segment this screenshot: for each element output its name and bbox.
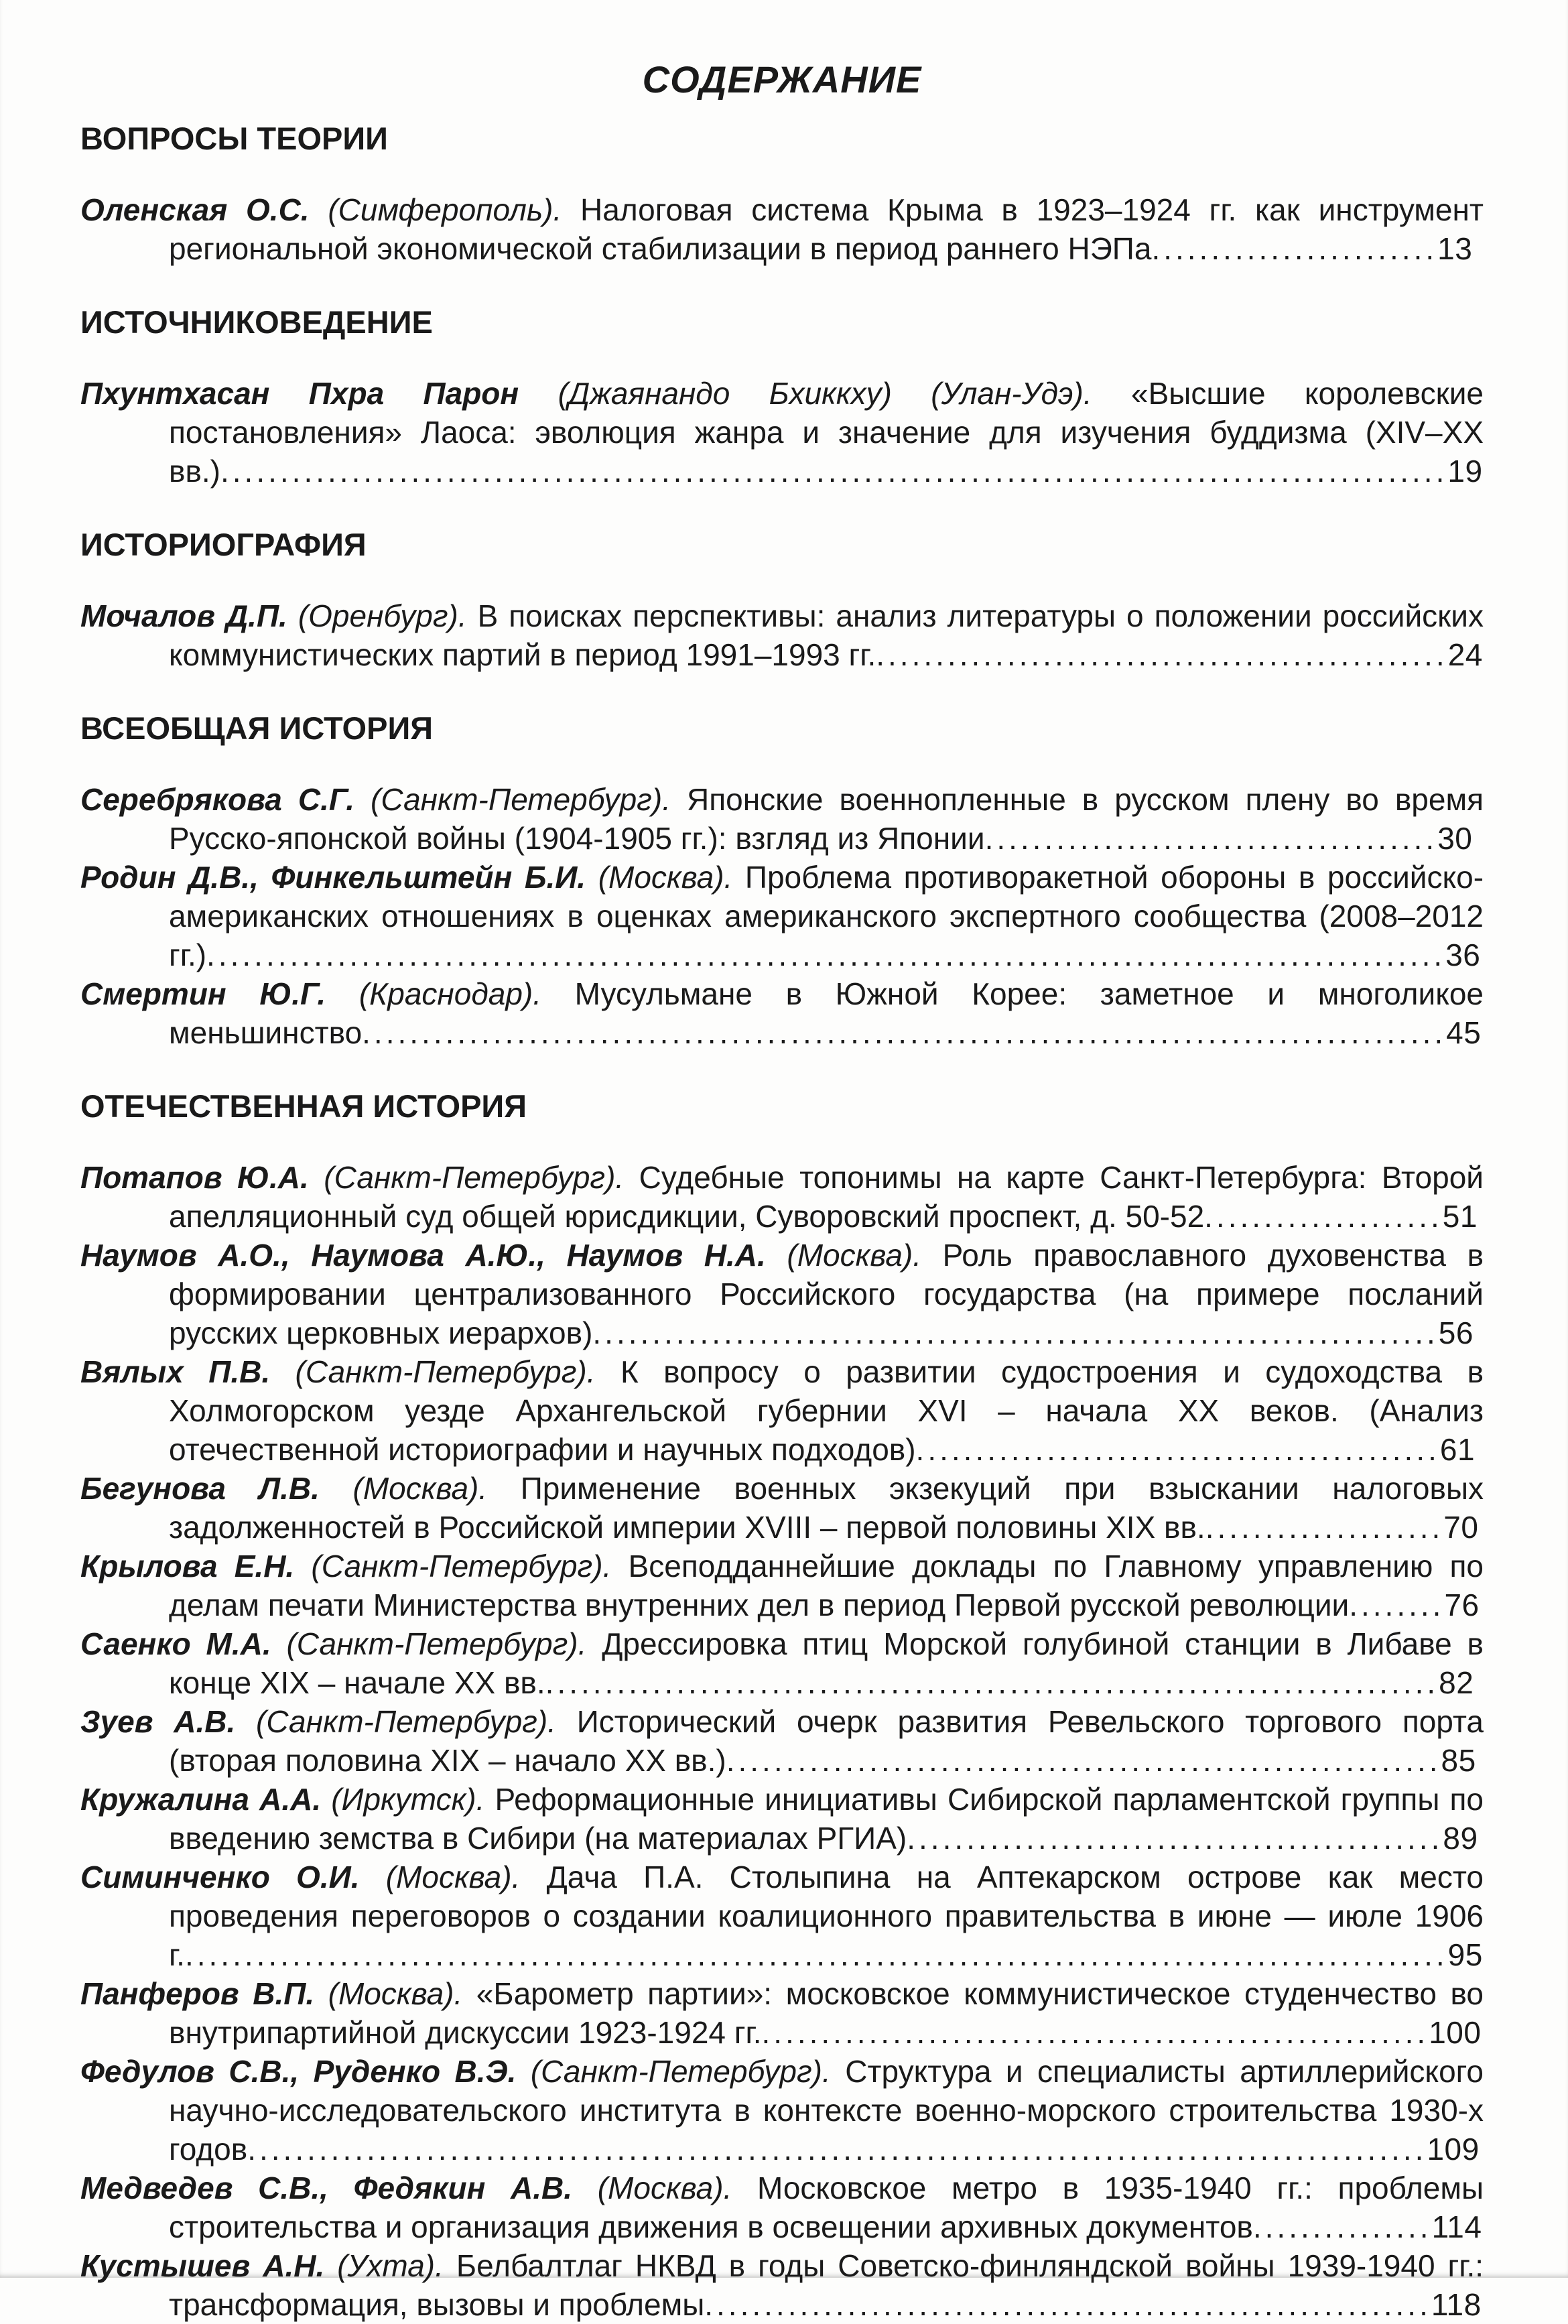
entry-page-number: 109 bbox=[1427, 2132, 1480, 2167]
dot-leader: ........ bbox=[1349, 1588, 1445, 1622]
entry-title: Структура и специалисты артиллерийского научно-исследовательского института в контексте военно-морского строительства 1930-х годов bbox=[169, 2054, 1484, 2167]
entry-affiliation: (Санкт-Петербург). bbox=[256, 1704, 556, 1739]
entry-authors: Кустышев А.Н. bbox=[80, 2248, 325, 2283]
entry-page-number: 89 bbox=[1443, 1821, 1478, 1856]
toc-section bbox=[80, 303, 1484, 491]
entry-page-number: 56 bbox=[1438, 1315, 1474, 1350]
toc-section bbox=[80, 525, 1484, 674]
entry-title: Всеподданнейшие доклады по Главному управлению по делам печати Министерства внутренних дел в период Первой русской революции bbox=[169, 1549, 1484, 1622]
entry-page-number: 30 bbox=[1437, 821, 1473, 856]
entry-affiliation: (Джаянандо Бхиккху) (Улан-Удэ). bbox=[558, 376, 1092, 411]
dot-leader: ........................................................................... bbox=[545, 1665, 1439, 1700]
entry-affiliation: (Москва). bbox=[352, 1471, 488, 1506]
dot-leader: .................... bbox=[1204, 1199, 1443, 1234]
entry-title: Применение военных экзекуций при взыскании налоговых задолженностей в Российской империи XVIII – первой половины XIX вв. bbox=[169, 1471, 1484, 1545]
section-heading: ОТЕЧЕСТВЕННАЯ ИСТОРИЯ bbox=[80, 1088, 527, 1124]
section-entries bbox=[80, 374, 1484, 491]
entry-page-number: 95 bbox=[1447, 1937, 1483, 1972]
toc-entry bbox=[80, 190, 1484, 268]
section-entries bbox=[80, 780, 1484, 1052]
dot-leader: ............... bbox=[1252, 2209, 1432, 2244]
entry-authors: Серебрякова С.Г. bbox=[80, 782, 355, 817]
entry-affiliation: (Москва). bbox=[328, 1976, 463, 2011]
toc-sections bbox=[80, 119, 1484, 2324]
entry-affiliation: (Ухта). bbox=[337, 2248, 444, 2283]
entry-affiliation: (Санкт-Петербург). bbox=[371, 782, 671, 817]
section-heading: ВОПРОСЫ ТЕОРИИ bbox=[80, 121, 388, 156]
entry-authors: Медведев С.В., Федякин А.В. bbox=[80, 2171, 573, 2205]
entry-page-number: 100 bbox=[1429, 2015, 1482, 2050]
toc-entry bbox=[80, 2246, 1484, 2324]
toc-entry bbox=[80, 1974, 1484, 2052]
entry-authors: Вялых П.В. bbox=[80, 1354, 271, 1389]
entry-affiliation: (Оренбург). bbox=[298, 598, 467, 633]
dot-leader: .................... bbox=[1205, 1510, 1444, 1545]
toc-entry bbox=[80, 2052, 1484, 2169]
entry-affiliation: (Санкт-Петербург). bbox=[530, 2054, 831, 2089]
entry-title: «Высшие королевские постановления» Лаоса: эволюция жанра и значение для изучения буддизма (XIV–XX вв.) bbox=[169, 376, 1484, 489]
entry-page-number: 118 bbox=[1431, 2287, 1482, 2322]
section-heading: ВСЕОБЩАЯ ИСТОРИЯ bbox=[80, 710, 434, 746]
toc-section bbox=[80, 709, 1484, 1052]
entry-title: Белбалтлаг НКВД в годы Советско-финляндской войны 1939-1940 гг.: трансформация, вызовы и проблемы bbox=[169, 2248, 1484, 2322]
entry-affiliation: (Москва). bbox=[787, 1238, 922, 1273]
entry-page-number: 76 bbox=[1444, 1588, 1480, 1622]
toc-entry bbox=[80, 1547, 1484, 1624]
dot-leader: ........................................................ bbox=[761, 2015, 1429, 2050]
entry-authors: Федулов С.В., Руденко В.Э. bbox=[80, 2054, 517, 2089]
page-title: СОДЕРЖАНИЕ bbox=[642, 58, 922, 101]
entry-title: Мусульмане в Южной Корее: заметное и многоликое меньшинство bbox=[169, 976, 1484, 1050]
toc-section bbox=[80, 1087, 1484, 2324]
entry-title: Налоговая система Крыма в 1923–1924 гг. как инструмент региональной экономической стабилизации в период раннего НЭПа bbox=[169, 192, 1484, 266]
entry-authors: Мочалов Д.П. bbox=[80, 598, 287, 633]
dot-leader: ........................................................................................... bbox=[362, 1015, 1447, 1050]
entry-title: Проблема противоракетной обороны в российско-американских отношениях в оценках американского экспертного сообщества (2008–2012 гг.) bbox=[169, 860, 1484, 972]
entry-page-number: 19 bbox=[1447, 454, 1483, 489]
entry-page-number: 85 bbox=[1441, 1743, 1476, 1778]
entry-authors: Панферов В.П. bbox=[80, 1976, 315, 2011]
dot-leader: .......................................................................................................... bbox=[184, 1937, 1448, 1972]
entry-authors: Родин Д.В., Финкельштейн Б.И. bbox=[80, 860, 586, 895]
entry-page-number: 82 bbox=[1439, 1665, 1474, 1700]
dot-leader: ....................................................................... bbox=[592, 1315, 1439, 1350]
entry-affiliation: (Иркутск). bbox=[331, 1782, 485, 1817]
toc-entry bbox=[80, 374, 1484, 491]
toc-section bbox=[80, 119, 1484, 268]
dot-leader: ............................................. bbox=[907, 1821, 1443, 1856]
toc-entry bbox=[80, 780, 1484, 858]
entry-title: Реформационные инициативы Сибирской парламентской группы по введению земства в Сибири (на материалах РГИА) bbox=[169, 1782, 1484, 1856]
entry-authors: Саенко М.А. bbox=[80, 1626, 271, 1661]
entry-authors: Оленская О.С. bbox=[80, 192, 310, 227]
entry-affiliation: (Санкт-Петербург). bbox=[295, 1354, 596, 1389]
dot-leader: ................................................................................................... bbox=[247, 2132, 1427, 2167]
toc-entry bbox=[80, 974, 1484, 1052]
entry-title: Роль православного духовенства в формировании централизованного Российского государства (на примере посланий русских церковных иерархов) bbox=[169, 1238, 1484, 1350]
entry-title: Дача П.А. Столыпина на Аптекарском острове как место проведения переговоров о создании коалиционного правительства в июне — июле 1906 г. bbox=[169, 1860, 1484, 1972]
section-entries bbox=[80, 1158, 1484, 2324]
entry-affiliation: (Санкт-Петербург). bbox=[286, 1626, 587, 1661]
entry-page-number: 24 bbox=[1447, 637, 1483, 672]
dot-leader: ...................................... bbox=[984, 821, 1438, 856]
entry-authors: Смертин Ю.Г. bbox=[80, 976, 326, 1011]
toc-entry bbox=[80, 2169, 1484, 2246]
dot-leader: ................................................ bbox=[876, 637, 1448, 672]
entry-title: К вопросу о развитии судостроения и судоходства в Холмогорском уезде Архангельской губернии XVI – начала XX веков. (Анализ отечественной историографии и научных подходов) bbox=[169, 1354, 1484, 1467]
entry-page-number: 114 bbox=[1431, 2209, 1482, 2244]
entry-affiliation: (Симферополь). bbox=[328, 192, 562, 227]
entry-page-number: 36 bbox=[1445, 938, 1481, 972]
dot-leader: ............................................ bbox=[915, 1432, 1440, 1467]
toc-entry bbox=[80, 858, 1484, 974]
section-heading: ИСТОЧНИКОВЕДЕНИЕ bbox=[80, 304, 433, 340]
section-entries bbox=[80, 596, 1484, 674]
toc-entry bbox=[80, 1469, 1484, 1547]
toc-entry bbox=[80, 1158, 1484, 1236]
toc-entry bbox=[80, 1352, 1484, 1469]
entry-title: Исторический очерк развития Ревельского торгового порта (вторая половина XIX – начало XX вв.) bbox=[169, 1704, 1484, 1778]
entry-affiliation: (Санкт-Петербург). bbox=[324, 1160, 625, 1195]
toc-entry bbox=[80, 1236, 1484, 1352]
dot-leader: ............................................................ bbox=[726, 1743, 1441, 1778]
section-entries bbox=[80, 190, 1484, 268]
entry-authors: Симинченко О.И. bbox=[80, 1860, 360, 1894]
entry-authors: Потапов Ю.А. bbox=[80, 1160, 309, 1195]
entry-page-number: 13 bbox=[1437, 231, 1473, 266]
entry-authors: Наумов А.О., Наумова А.Ю., Наумов Н.А. bbox=[80, 1238, 766, 1273]
dot-leader: ............................................................. bbox=[704, 2287, 1431, 2322]
entry-affiliation: (Краснодар). bbox=[358, 976, 542, 1011]
entry-authors: Бегунова Л.В. bbox=[80, 1471, 320, 1506]
toc-entry bbox=[80, 1624, 1484, 1702]
entry-page-number: 61 bbox=[1439, 1432, 1476, 1467]
entry-affiliation: (Санкт-Петербург). bbox=[311, 1549, 612, 1584]
entry-page-number: 45 bbox=[1446, 1015, 1482, 1050]
dot-leader: ....................................................................................................... bbox=[220, 454, 1448, 489]
toc-entry bbox=[80, 596, 1484, 674]
toc-entry bbox=[80, 1780, 1484, 1858]
entry-page-number: 70 bbox=[1443, 1510, 1479, 1545]
entry-title: Японские военнопленные в русском плену во время Русско-японской войны (1904-1905 гг.): взгляд из Японии bbox=[169, 782, 1484, 856]
entry-affiliation: (Москва). bbox=[597, 2171, 732, 2205]
entry-title: «Барометр партии»: московское коммунистическое студенчество во внутрипартийной дискуссии 1923-1924 гг. bbox=[169, 1976, 1484, 2050]
entry-title: Дрессировка птиц Морской голубиной станции в Либаве в конце XIX – начале XX вв. bbox=[169, 1626, 1484, 1700]
entry-authors: Зуев А.В. bbox=[80, 1704, 236, 1739]
toc-entry bbox=[80, 1858, 1484, 1974]
entry-title: Московское метро в 1935-1940 гг.: проблемы строительства и организация движения в освещении архивных документов bbox=[169, 2171, 1484, 2244]
dot-leader: ........................................................................................................ bbox=[206, 938, 1446, 972]
entry-title: В поисках перспективы: анализ литературы о положении российских коммунистических партий в период 1991–1993 гг. bbox=[169, 598, 1484, 672]
entry-title: Судебные топонимы на карте Санкт-Петербурга: Второй апелляционный суд общей юрисдикции, Суворовский проспект, д. 50-52 bbox=[169, 1160, 1484, 1234]
entry-page-number: 51 bbox=[1442, 1199, 1478, 1234]
toc-entry bbox=[80, 1702, 1484, 1780]
entry-affiliation: (Москва). bbox=[385, 1860, 521, 1894]
section-heading: ИСТОРИОГРАФИЯ bbox=[80, 527, 367, 562]
entry-authors: Крылова Е.Н. bbox=[80, 1549, 295, 1584]
entry-affiliation: (Москва). bbox=[598, 860, 733, 895]
entry-authors: Кружалина А.А. bbox=[80, 1782, 322, 1817]
dot-leader: ........................ bbox=[1151, 231, 1438, 266]
entry-authors: Пхунтхасан Пхра Парон bbox=[80, 376, 519, 411]
